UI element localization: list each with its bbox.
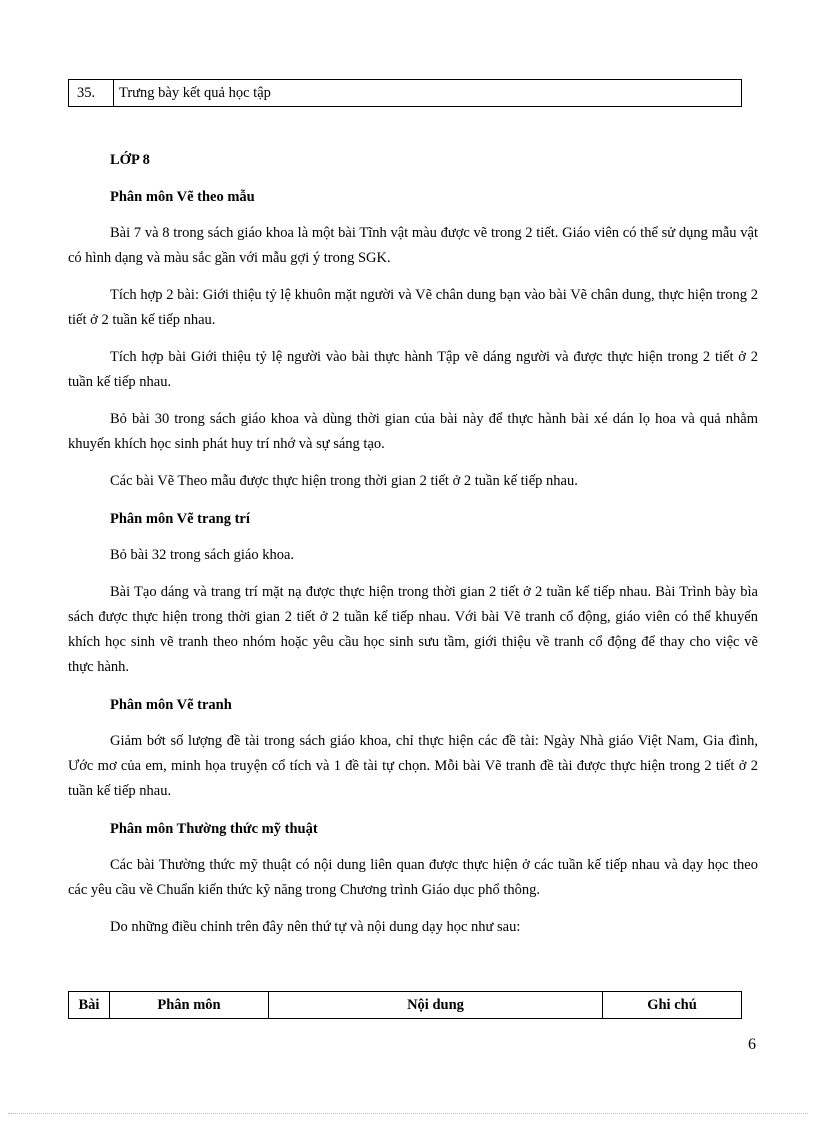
class-title: LỚP 8 — [110, 152, 150, 168]
paragraph: Giảm bớt số lượng đề tài trong sách giáo khoa, chỉ thực hiện các đề tài: Ngày Nhà giáo Việt Nam, Gia đình, Ước mơ của em, minh họa truyện cổ tích và 1 đề tài tự chọn. Mỗi bài Vẽ tranh đề tài được thực hiện trong 2 tiết ở 2 tuần kế tiếp nhau. — [68, 733, 758, 799]
paragraph: Tích hợp bài Giới thiệu tỷ lệ người vào bài thực hành Tập vẽ dáng người và được thực hiện trong 2 tiết ở 2 tuần kế tiếp nhau. — [68, 349, 758, 390]
section-heading-ve-trang-tri: Phân môn Vẽ trang trí — [110, 511, 250, 527]
paragraph: Các bài Thường thức mỹ thuật có nội dung liên quan được thực hiện ở các tuần kế tiếp nhau và dạy học theo các yêu cầu về Chuẩn kiến thức kỹ năng trong Chương trình Giáo dục phổ thông. — [68, 857, 758, 898]
column-header-noi-dung: Nội dung — [269, 992, 603, 1019]
schedule-table — [68, 991, 742, 1019]
column-header-ghi-chu: Ghi chú — [603, 992, 742, 1019]
lesson-table-top — [68, 79, 742, 107]
page-bottom-divider — [8, 1113, 808, 1114]
section-heading-ve-theo-mau: Phân môn Vẽ theo mẫu — [110, 189, 255, 205]
column-header-phan-mon: Phân môn — [110, 992, 269, 1019]
paragraph: Bài 7 và 8 trong sách giáo khoa là một bài Tĩnh vật màu được vẽ trong 2 tiết. Giáo viên có thể sử dụng mẫu vật có hình dạng và màu sắc gần với mẫu gợi ý trong SGK. — [68, 225, 758, 266]
lesson-text: Trưng bày kết quả học tập — [114, 80, 742, 107]
paragraph: Bài Tạo dáng và trang trí mặt nạ được thực hiện trong thời gian 2 tiết ở 2 tuần kế tiếp nhau. Bài Trình bày bìa sách được thực hiện trong thời gian 2 tiết ở 2 tuần kế tiếp nhau. Với bài Vẽ tranh cổ động, giáo viên có thể khuyến khích học sinh vẽ tranh theo nhóm hoặc yêu cầu học sinh sưu tầm, giới thiệu về tranh cổ động để thay cho việc vẽ thực hành. — [68, 584, 758, 675]
table-row — [69, 80, 742, 107]
document-body — [68, 148, 758, 940]
paragraph: Các bài Vẽ Theo mẫu được thực hiện trong thời gian 2 tiết ở 2 tuần kế tiếp nhau. — [110, 473, 578, 489]
page-number: 6 — [748, 1036, 756, 1053]
paragraph: Do những điều chỉnh trên đây nên thứ tự và nội dung dạy học như sau: — [110, 919, 521, 935]
section-heading-ve-tranh: Phân môn Vẽ tranh — [110, 697, 232, 713]
column-header-bai: Bài — [69, 992, 110, 1019]
lesson-number: 35. — [69, 80, 114, 107]
paragraph: Tích hợp 2 bài: Giới thiệu tỷ lệ khuôn mặt người và Vẽ chân dung bạn vào bài Vẽ chân dung, thực hiện trong 2 tiết ở 2 tuần kế tiếp nhau. — [68, 287, 758, 328]
paragraph: Bỏ bài 32 trong sách giáo khoa. — [110, 547, 295, 563]
paragraph: Bỏ bài 30 trong sách giáo khoa và dùng thời gian của bài này để thực hành bài xé dán lọ hoa và quả nhằm khuyến khích học sinh phát huy trí nhớ và sự sáng tạo. — [68, 411, 758, 452]
table-header-row — [69, 992, 742, 1019]
section-heading-thuong-thuc: Phân môn Thường thức mỹ thuật — [110, 821, 318, 837]
